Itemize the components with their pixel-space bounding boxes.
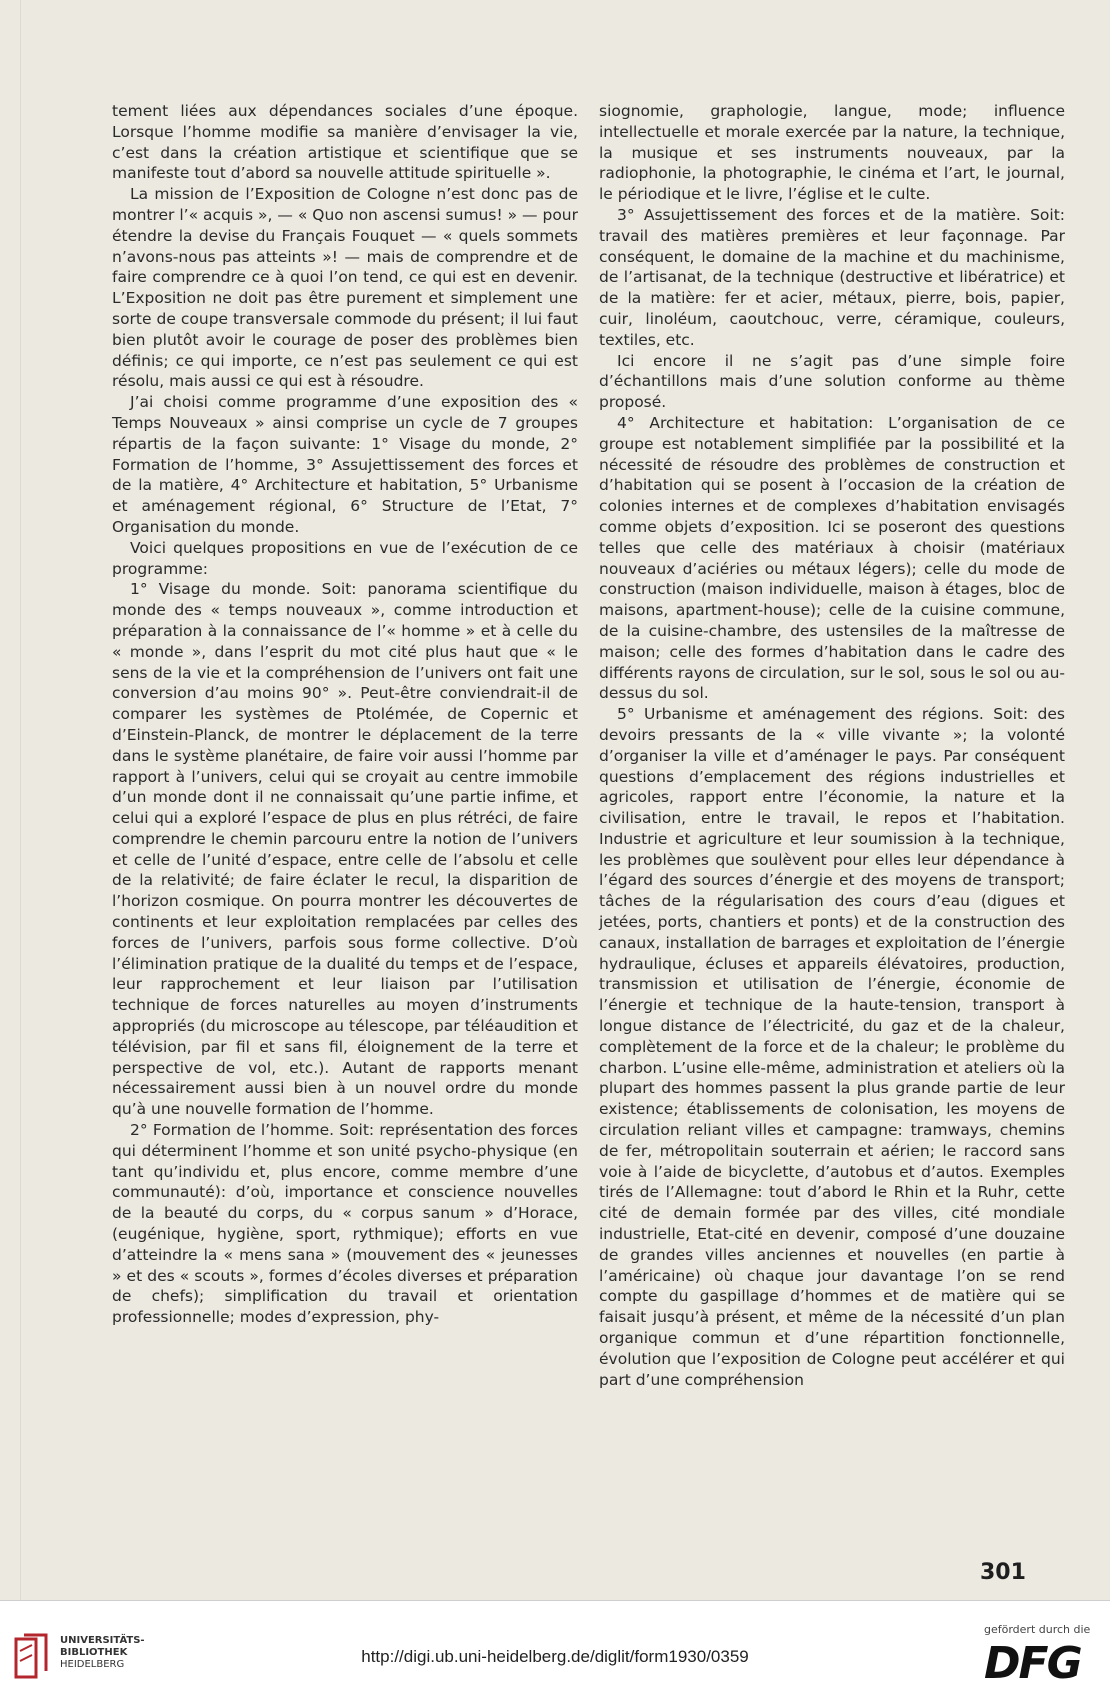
right-text-column: [599, 101, 1065, 1390]
paragraph: 4° Architecture et habitation: L’organisation de ce groupe est notablement simplifiée par la possibilité et la nécessité de résoudre des problèmes de construction et d’habitation qui se posent à l’occasion de la création de colonies internes et de complexes d’habitation envisagés comme objets d’exposition. Ici se poseront des questions telles que celle des matériaux à choisir (matériaux nouveaux d’aciéries ou métaux légers); celle du mode de construction (maison individuelle, maison à étages, bloc de maisons, apartment-house); celle de la cuisine commune, de la cuisine-chambre, des ustensiles de la maîtresse de maison; celle des formes d’habitation dans le cadre des différents rayons de circulation, sur le sol, sous le sol ou au-dessus du sol.: [599, 413, 1065, 703]
paragraph: Ici encore il ne s’agit pas d’une simple foire d’échantillons mais d’une solution conforme au thème proposé.: [599, 351, 1065, 412]
page-number: 301: [980, 1560, 1026, 1585]
digitization-footer: [0, 1600, 1110, 1707]
library-line: UNIVERSITÄTS-: [60, 1635, 145, 1646]
paragraph: siognomie, graphologie, langue, mode; influence intellectuelle et morale exercée par la nature, la technique, la musique et ses instruments nouveaux, par la radiophonie, la photographie, le cinéma et l’art, le journal, le périodique et le livre, l’église et le culte.: [599, 102, 1065, 204]
permalink-url[interactable]: http://digi.ub.uni-heidelberg.de/diglit/form1930/0359: [361, 1647, 749, 1666]
paragraph: 1° Visage du monde. Soit: panorama scientifique du monde des « temps nouveaux », comme introduction et préparation à la connaissance de l’« homme » et à celle du « monde », dans l’esprit du mot cité plus haut que « le sens de la vie et la compréhension de l’univers ont fait une conversion d’au moins 90° ». Peut-être conviendrait-il de comparer les systèmes de Ptolémée, de Copernic et d’Einstein-Planck, de montrer le déplacement de la terre dans le système planétaire, de faire voir aussi l’homme par rapport à l’univers, celui qui se croyait au centre immobile d’un monde dont il ne connaissait qu’une partie infime, et celui qui a exploré l’espace de plus en plus rétréci, de faire comprendre le chemin parcouru entre la notion de l’univers et celle de l’unité d’espace, entre celle de l’absolu et celle de la relativité; de faire éclater le recul, la disparition de l’horizon cosmique. On pourra montrer les découvertes de continents et leur exploitation remplacées par celles des forces de l’univers, parfois sous forme collective. D’où l’élimination pratique de la dualité du temps et de l’espace, leur rapprochement et leur liaison par l’utilisation technique de forces naturelles au moyen d’instruments appropriés (du microscope au télescope, par téléaudition et télévision, par fil et sans fil, éloignement de la terre et perspective de vol, etc.). Autant de rapports menant nécessairement aussi bien à un nouvel ordre du monde qu’à une nouvelle formation de l’homme.: [112, 580, 578, 1119]
paragraph: 2° Formation de l’homme. Soit: représentation des forces qui déterminent l’homme et son unité psycho-physique (en tant qu’individu et, plus encore, comme membre d’une communauté): d’où, importance et conscience nouvelles de la beauté du corps, du « corpus sanum » d’Horace, (eugénique, hygiène, sport, rythmique); efforts en vue d’atteindre la « mens sana » (mouvement des « jeunesses » et des « scouts », formes d’écoles diverses et préparation de chefs); simplification du travail et orientation professionnelle; modes d’expression, phy-: [112, 1121, 578, 1327]
paragraph: 5° Urbanisme et aménagement des régions. Soit: des devoirs pressants de la « ville vivante »; la volonté d’organiser la ville et d’aménager le pays. Par conséquent questions d’emplacement des régions industrielles et agricoles, rapport entre l’économie, la nature et la civilisation, entre le travail, le repos et l’habitation. Industrie et agriculture et leur soumission à la technique, les problèmes que soulèvent pour elles leur dépendance à l’égard des sources d’énergie et des moyens de transport; tâches de la régularisation des cours d’eau (digues et jetées, ports, chantiers et ponts) et de la construction des canaux, installation de barrages et exploitation de l’énergie hydraulique, écluses et appareils élévatoires, production, transmission et utilisation de l’énergie, économie de l’énergie et technique de la haute-tension, transport à longue distance de l’électricité, du gaz et de la chaleur, complètement de la force et de la chaleur; le problème du charbon. L’usine elle-même, administration et ateliers où la plupart des hommes passent la plus grande partie de leur existence; établissements de colonisation, les moyens de circulation reliant villes et campagne: tramways, chemins de fer, métropolitain souterrain et aérien; le raccord sans voie à l’aide de bicyclette, d’autobus et d’autos. Exemples tirés de l’Allemagne: tout d’abord le Rhin et la Ruhr, cette cité de demain formée par des villes, cité mondiale industrielle, Etat-cité en devenir, composé d’une douzaine de grandes villes anciennes et nouvelles (en partie à l’américaine) où chaque jour davantage l’on se rend compte du gaspillage d’hommes et de matière qui se faisait jusqu’à présent, et même de la nécessité d’un plan organique commun et d’une répartition fonctionnelle, évolution que l’exposition de Cologne peut accélérer et qui part d’une compréhension: [599, 705, 1065, 1389]
funding-caption: gefördert durch die: [984, 1623, 1091, 1636]
paragraph: tement liées aux dépendances sociales d’une époque. Lorsque l’homme modifie sa manière d’envisager la vie, c’est dans la création artistique et scientifique que se manifeste tout d’abord sa nouvelle attitude spirituelle ».: [112, 102, 578, 183]
left-text-column: [112, 101, 578, 1328]
paragraph: J’ai choisi comme programme d’une exposition des « Temps Nouveaux » ainsi comprise un cycle de 7 groupes répartis de la façon suivante: 1° Visage du monde, 2° Formation de l’homme, 3° Assujettissement des forces et de la matière, 4° Architecture et habitation, 5° Urbanisme et aménagement régional, 6° Structure de l’Etat, 7° Organisation du monde.: [112, 393, 578, 536]
paragraph: Voici quelques propositions en vue de l’exécution de ce programme:: [112, 538, 578, 578]
paragraph: 3° Assujettissement des forces et de la matière. Soit: travail des matières premières et leur façonnage. Par conséquent, le domaine de la machine et du machinisme, de l’artisanat, de la technique (destructive et libératrice) et de la matière: fer et acier, métaux, pierre, bois, papier, cuir, linoléum, caoutchouc, verre, céramique, couleurs, textiles, etc.: [599, 205, 1065, 349]
library-line: BIBLIOTHEK: [60, 1647, 128, 1658]
library-line: HEIDELBERG: [60, 1659, 125, 1670]
paragraph: La mission de l’Exposition de Cologne n’est donc pas de montrer l’« acquis », — « Quo non ascensi sumus! » — pour étendre la devise du Français Fouquet — « quels sommets n’avons-nous pas atteints »! — mais de comprendre et de faire comprendre ce à quoi l’on tend, ce qui est en devenir. L’Exposition ne doit pas être purement et simplement une sorte de coupe transversale commode du présent; il lui faut bien plutôt avoir le courage de poser des problèmes bien définis; ce qui importe, ce n’est pas seulement ce qui est résolu, mais aussi ce qui est à résoudre.: [112, 185, 578, 391]
dfg-logo: DFG: [984, 1638, 1081, 1689]
scan-edge: [20, 0, 21, 1600]
